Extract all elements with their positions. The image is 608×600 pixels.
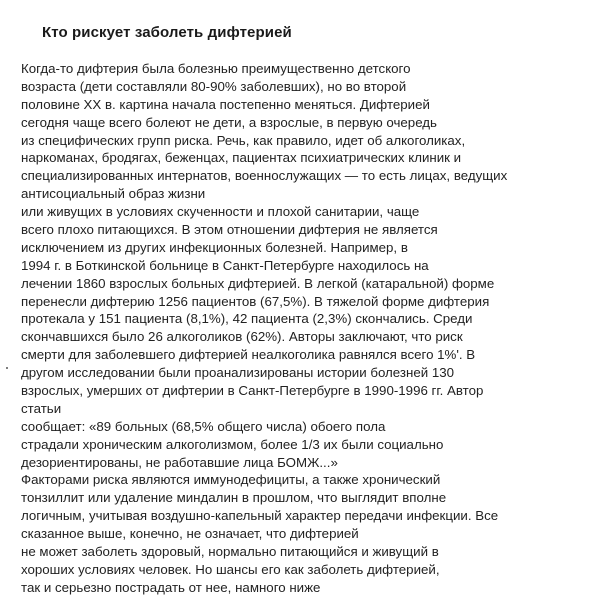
text-line: всего плохо питающихся. В этом отношении дифтерия не является <box>21 222 438 238</box>
text-line: взрослых, умерших от дифтерии в Санкт-Петербурге в 1990-1996 гг. Автор <box>21 383 484 399</box>
text-line: протекала у 151 пациента (8,1%), 42 пациента (2,3%) скончались. Среди <box>21 311 473 327</box>
text-line: сказанное выше, конечно, не означает, что дифтерией <box>21 526 359 542</box>
text-line: 1994 г. в Боткинской больнице в Санкт-Петербурге находилось на <box>21 257 429 273</box>
text-line: наркоманах, бродягах, беженцах, пациентах психиатрических клиник и <box>21 150 462 166</box>
text-line: специализированных интернатов, военнослужащих — то есть лицах, ведущих <box>21 168 508 184</box>
text-line: лечении 1860 взрослых больных дифтерией. В легкой (катаральной) форме <box>21 275 495 291</box>
text-line: хороших условиях человек. Но шансы его как заболеть дифтерией, <box>21 561 440 577</box>
text-line: Когда-то дифтерия была болезнью преимущественно детского <box>21 61 411 76</box>
text-line: скончавшихся было 26 алкоголиков (62%). Авторы заключают, что риск <box>21 329 463 345</box>
text-line: перенесли дифтерию 1256 пациентов (67,5%). В тяжелой форме дифтерия <box>21 293 490 309</box>
text-line: тонзиллит или удаление миндалин в прошлом, что выглядит вполне <box>21 490 447 506</box>
article-title: Кто рискует заболеть дифтерией <box>42 24 292 41</box>
text-line: из специфических групп риска. Речь, как правило, идет об алкоголиках, <box>21 132 466 148</box>
text-line: сообщает: «89 больных (68,5% общего числа) обоего пола <box>21 418 386 434</box>
text-line: смерти для заболевшего дифтерией неалкоголика равнялся всего 1%'. В <box>21 347 476 363</box>
text-line: не может заболеть здоровый, нормально питающийся и живущий в <box>21 544 439 560</box>
text-line: статьи <box>21 400 62 416</box>
text-line: возраста (дети составляли 80-90% заболевших), но во второй <box>21 78 407 94</box>
text-line: или живущих в условиях скученности и плохой санитарии, чаще <box>21 204 420 220</box>
text-line: страдали хроническим алкоголизмом, более 1/3 их были социально <box>21 436 444 452</box>
text-line: дезориентированы, не работавшие лица БОМЖ...» <box>21 454 338 470</box>
margin-mark <box>6 367 8 369</box>
text-line-cut-off: так и серьезно пострадать от нее, намного ниже <box>21 579 321 595</box>
text-line: другом исследовании были проанализированы истории болезней 130 <box>21 365 455 381</box>
article-body <box>21 60 606 595</box>
text-line: Факторами риска являются иммунодефициты, а также хронический <box>21 472 441 488</box>
text-line: антисоциальный образ жизни <box>21 186 206 202</box>
text-line: сегодня чаще всего болеют не дети, а взрослые, в первую очередь <box>21 114 437 130</box>
text-line: логичным, учитывая воздушно-капельный характер передачи инфекции. Все <box>21 508 499 524</box>
text-line: исключением из других инфекционных болезней. Например, в <box>21 239 408 255</box>
text-line: половине ХХ в. картина начала постепенно меняться. Дифтерией <box>21 96 430 112</box>
